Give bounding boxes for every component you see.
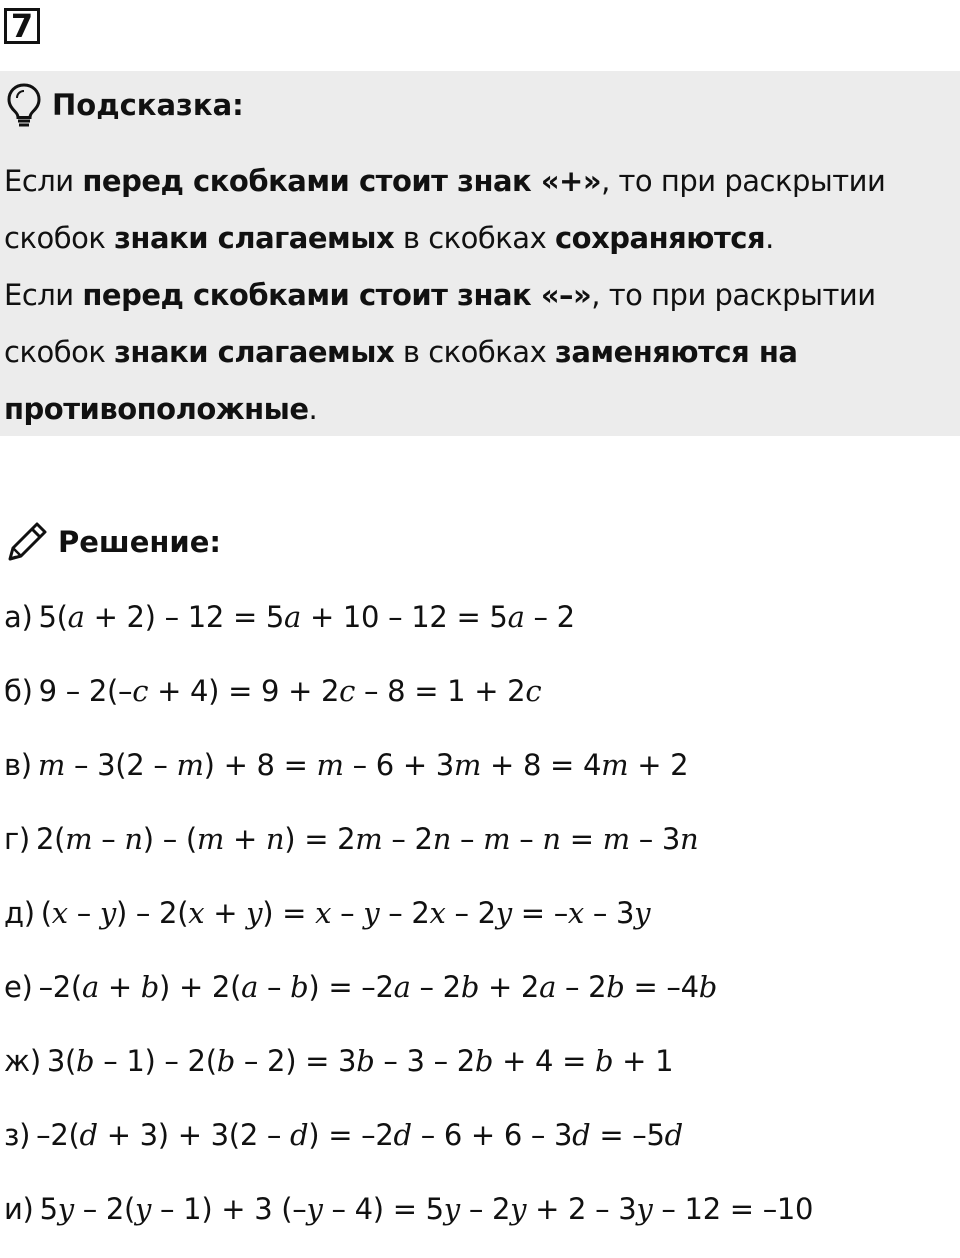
solution-line [4,740,960,814]
hint-box [0,71,960,436]
solution-expression: 5y – 2(y – 1) + 3 (–y – 4) = 5y – 2y + 2 – 3y – 12 = –10 [39,1192,814,1226]
hint-text-run: , то при раскрытии скобок [4,164,886,255]
lightbulb-icon [6,82,42,128]
hint-bold-text: перед скобками стоит знак «–» [82,278,592,312]
solution-expression: 5(a + 2) – 12 = 5a + 10 – 12 = 5a – 2 [38,600,575,634]
hint-title: Подсказка: [52,88,244,122]
solution-label: и) [4,1192,34,1226]
task-number: 7 [4,8,40,44]
solution-line [4,962,960,1036]
hint-text-run: . [765,221,774,255]
solution-line [4,1036,960,1110]
solution-line [4,1110,960,1184]
solution-label: в) [4,748,32,782]
hint-text-run: . [308,392,318,426]
pencil-icon [4,519,50,565]
solution-title: Решение: [58,525,222,559]
solution-label: ж) [4,1044,41,1078]
solution-line [4,888,960,962]
solution-label: г) [4,822,30,856]
solution-expression: m – 3(2 – m) + 8 = m – 6 + 3m + 8 = 4m + 2 [37,748,689,782]
hint-bold-text: заменяются на противоположные [4,335,798,426]
solution-expression: (x – y) – 2(x + y) = x – y – 2x – 2y = –x – 3y [40,896,651,930]
hint-text [4,153,960,438]
hint-paragraph [4,153,960,267]
hint-bold-text: сохраняются [554,221,766,255]
solution-line [4,666,960,740]
hint-text-run: Если [4,164,83,198]
solution-expression: 9 – 2(–c + 4) = 9 + 2c – 8 = 1 + 2c [38,674,542,708]
hint-paragraph [4,267,960,438]
hint-text-run: , то при раскрытии скобок [4,278,876,369]
solution-label: д) [4,896,35,930]
solution-header [4,515,221,569]
hint-text-run: в скобках [394,335,555,369]
solution-line [4,592,960,666]
solution-label: з) [4,1118,31,1152]
solution-label: е) [4,970,33,1004]
hint-header [6,79,244,131]
solution-expression: –2(d + 3) + 3(2 – d) = –2d – 6 + 6 – 3d = –5d [36,1118,683,1152]
hint-text-run: Если [4,278,83,312]
hint-bold-text: знаки слагаемых [114,335,395,369]
solution-expression: 3(b – 1) – 2(b – 2) = 3b – 3 – 2b + 4 = b + 1 [46,1044,674,1078]
solution-line [4,1184,960,1258]
hint-bold-text: перед скобками стоит знак «+» [82,164,602,198]
solution-label: а) [4,600,33,634]
solution-line [4,814,960,888]
solution-expression: –2(a + b) + 2(a – b) = –2a – 2b + 2a – 2b = –4b [38,970,718,1004]
solution-expression: 2(m – n) – (m + n) = 2m – 2n – m – n = m – 3n [35,822,699,856]
solution-list [4,592,960,1258]
hint-text-run: в скобках [394,221,555,255]
hint-bold-text: знаки слагаемых [114,221,395,255]
solution-label: б) [4,674,33,708]
